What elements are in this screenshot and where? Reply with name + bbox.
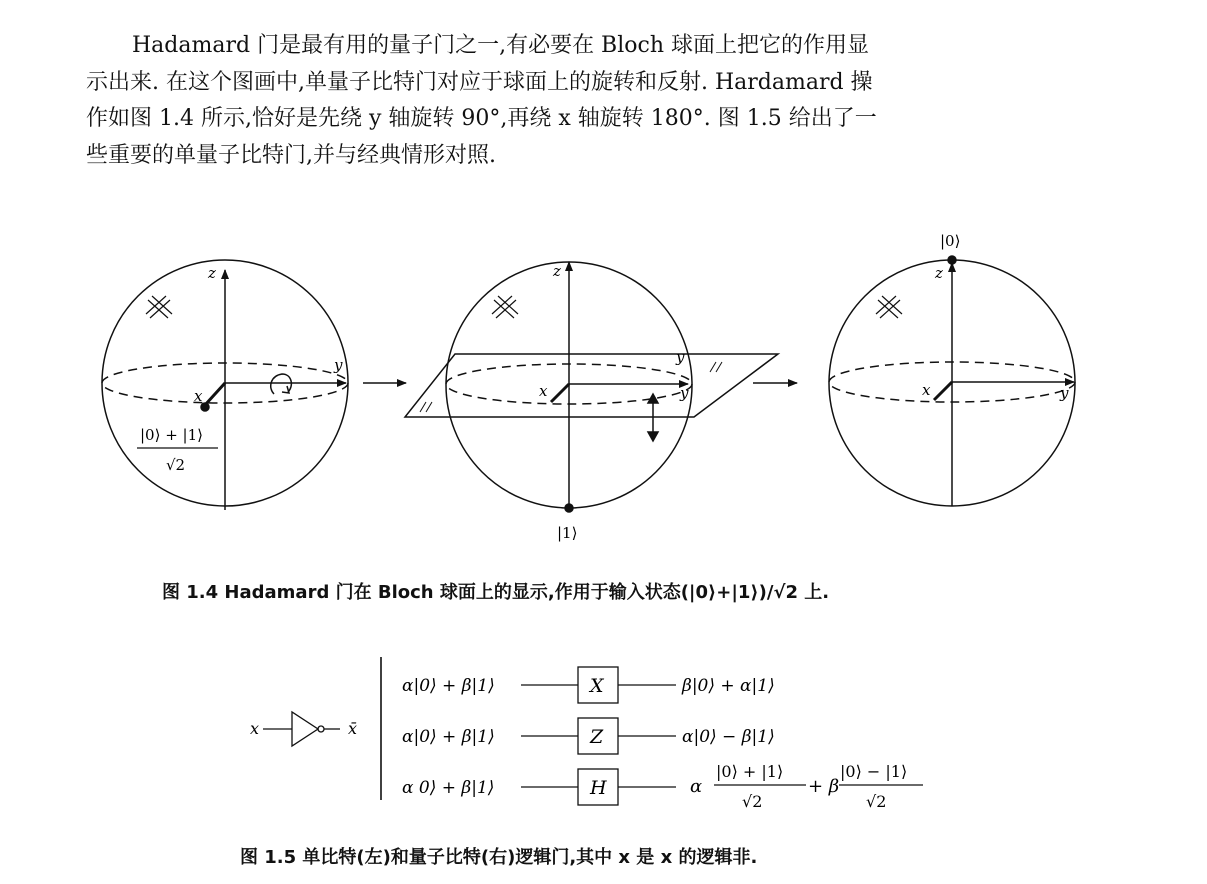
h-frac2-denominator: √2 (866, 792, 887, 811)
hatch-mark-icon (146, 296, 172, 318)
sphere2-bottom-state: |1⟩ (557, 524, 578, 542)
paragraph-line-3: 作如图 1.4 所示,恰好是先绕 y 轴旋转 90°,再绕 x 轴旋转 180°. 图 1.5 给出了一 (86, 106, 877, 131)
h-output-alpha: α (690, 776, 703, 797)
bloch-sphere-2 (405, 262, 778, 512)
x-axis (934, 382, 952, 400)
figure-1-4-caption: 图 1.4 Hadamard 门在 Bloch 球面上的显示,作用于输入状态(|0⟩+|1⟩)/√2 上. (162, 582, 830, 603)
reflection-plane (405, 354, 778, 417)
sphere2-z-label: z (553, 262, 561, 280)
sphere3-z-label: z (935, 264, 943, 282)
sphere3-x-label: x (922, 381, 931, 399)
sphere1-z-label: z (208, 264, 216, 282)
x-gate-input: α|0⟩ + β|1⟩ (402, 676, 495, 696)
z-gate-output: α|0⟩ − β|1⟩ (682, 727, 775, 747)
sphere1-state-numerator: |0⟩ + |1⟩ (140, 426, 204, 444)
h-frac1-denominator: √2 (742, 792, 763, 811)
hatch-mark-icon (876, 296, 902, 318)
body-paragraph (86, 28, 1086, 174)
classical-output-label: x̄ (348, 719, 358, 738)
sphere2-y-plane-label: y (680, 384, 689, 402)
sphere2-y-label: y (676, 348, 685, 366)
z-gate-label: Z (590, 726, 604, 748)
figure-1-4 (0, 220, 1207, 560)
bloch-sphere-1 (102, 260, 348, 510)
x-gate-output: β|0⟩ + α|1⟩ (682, 676, 775, 696)
sphere1-state-denominator: √2 (166, 456, 186, 474)
x-gate-label: X (590, 675, 604, 697)
paragraph-line-2: 示出来. 在这个图画中,单量子比特门对应于球面上的旋转和反射. Hardamard 操 (86, 69, 873, 95)
bottom-state-point (565, 504, 573, 512)
paragraph-line-1: Hadamard 门是最有用的量子门之一,有必要在 Bloch 球面上把它的作用显 (132, 33, 869, 58)
sphere1-x-label: x (194, 387, 203, 405)
z-gate-input: α|0⟩ + β|1⟩ (402, 727, 495, 747)
top-state-point (948, 256, 956, 264)
paragraph-line-4: 些重要的单量子比特门,并与经典情形对照. (86, 142, 496, 168)
h-frac1-numerator: |0⟩ + |1⟩ (716, 762, 784, 781)
figure-1-5 (0, 650, 1207, 830)
h-gate-label: H (590, 777, 607, 799)
sphere1-y-label: y (334, 356, 343, 374)
figure-1-5-caption: 图 1.5 单比特(左)和量子比特(右)逻辑门,其中 x 是 x 的逻辑非. (240, 847, 758, 868)
bloch-sphere-3 (829, 256, 1075, 506)
not-gate-icon (292, 712, 318, 746)
classical-input-label: x (250, 719, 260, 738)
h-frac2-numerator: |0⟩ − |1⟩ (840, 762, 908, 781)
h-output-plus-beta: + β (808, 776, 840, 797)
sphere3-y-label: y (1060, 384, 1069, 402)
hatch-mark-icon (492, 296, 518, 318)
h-gate-input: α 0⟩ + β|1⟩ (402, 778, 495, 798)
sphere2-x-label: x (539, 382, 548, 400)
sphere3-top-state: |0⟩ (940, 232, 961, 250)
x-axis (205, 383, 225, 405)
